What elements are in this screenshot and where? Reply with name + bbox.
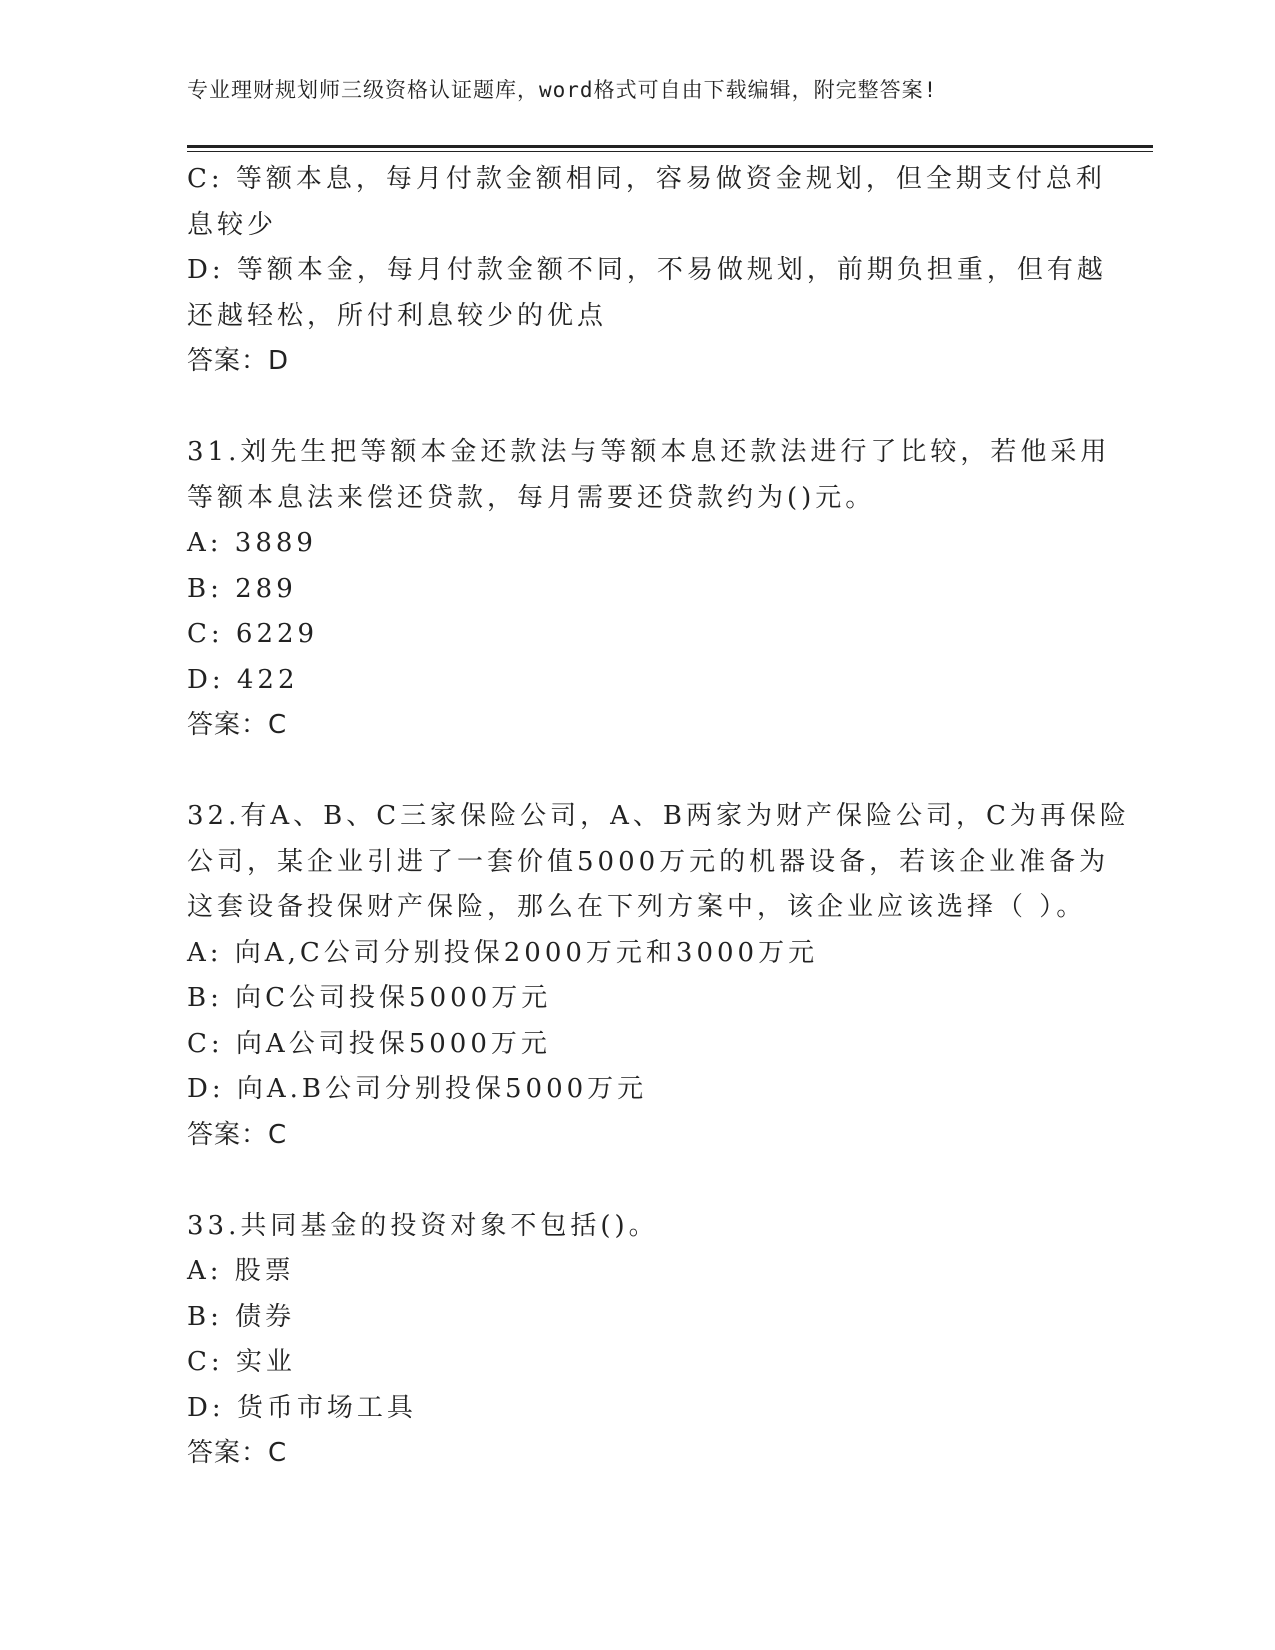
question-block-32: [187, 794, 1130, 1158]
header-divider-thick: [187, 145, 1153, 148]
question-stem-continued: 这套设备投保财产保险，那么在下列方案中，该企业应该选择（ ）。: [187, 892, 1087, 922]
option-d: D: 等额本金，每月付款金额不同，不易做规划，前期负担重，但有越: [187, 255, 1107, 285]
block-spacer: [187, 749, 1097, 795]
question-stem: 31.刘先生把等额本金还款法与等额本息还款法进行了比较，若他采用: [187, 437, 1111, 467]
option-c: C: 向A公司投保5000万元: [187, 1028, 551, 1059]
option-c: C: 等额本息，每月付款金额相同，容易做资金规划，但全期支付总利: [187, 164, 1106, 194]
page-header: 专业理财规划师三级资格认证题库，word格式可自由下载编辑，附完整答案!: [187, 78, 938, 102]
option-a: A: 向A,C公司分别投保2000万元和3000万元: [187, 937, 819, 968]
question-block-31: [187, 430, 1111, 749]
option-a: A: 股票: [187, 1256, 295, 1286]
block-spacer: [187, 1158, 1097, 1204]
question-block-33: [187, 1204, 1097, 1477]
answer-line: 答案：C: [187, 1438, 288, 1468]
question-stem: 32.有A、B、C三家保险公司，A、B两家为财产保险公司，C为再保险: [187, 801, 1130, 831]
option-b: B: 289: [187, 573, 297, 604]
option-d: D: 422: [187, 664, 299, 695]
answer-line: 答案：C: [187, 1119, 288, 1150]
question-stem: 33.共同基金的投资对象不包括()。: [187, 1210, 659, 1241]
option-b: B: 向C公司投保5000万元: [187, 983, 552, 1013]
option-d: D: 货币市场工具: [187, 1392, 417, 1423]
option-b: B: 债券: [187, 1301, 296, 1332]
option-d: D: 向A.B公司分别投保5000万元: [187, 1074, 648, 1104]
question-block-30: [187, 157, 1107, 385]
option-c: C: 6229: [187, 619, 319, 649]
question-stem-continued: 公司，某企业引进了一套价值5000万元的机器设备，若该企业准备为: [187, 846, 1110, 877]
header-divider-thin: [187, 151, 1153, 152]
option-c: C: 实业: [187, 1347, 296, 1377]
answer-line: 答案：C: [187, 710, 288, 740]
option-c-continued: 息较少: [187, 209, 278, 240]
block-spacer: [187, 385, 1097, 431]
question-list: [187, 157, 1130, 1477]
option-a: A: 3889: [187, 528, 317, 558]
question-stem-continued: 等额本息法来偿还贷款，每月需要还贷款约为()元。: [187, 482, 876, 513]
answer-line: 答案：D: [187, 346, 290, 376]
option-d-continued: 还越轻松，所付利息较少的优点: [187, 300, 608, 331]
